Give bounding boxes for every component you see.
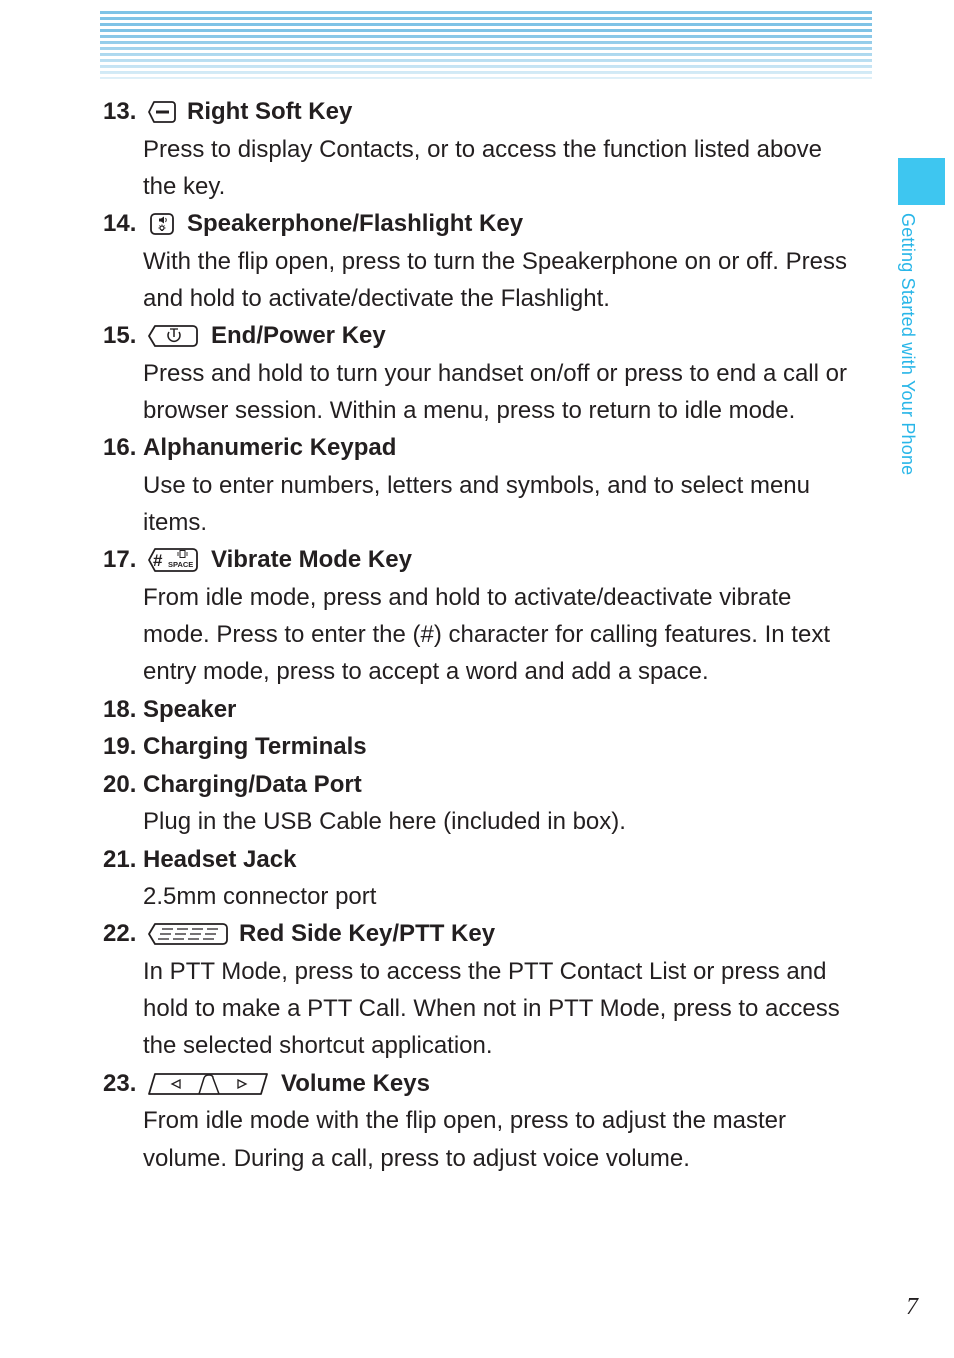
vibrate-mode-key-icon — [147, 547, 201, 573]
list-item-speaker — [103, 691, 883, 729]
item-number: 15. — [103, 322, 137, 350]
description-line: In PTT Mode, press to access the PTT Contact List or press and — [143, 957, 827, 985]
item-title — [103, 915, 883, 953]
item-description — [103, 467, 863, 542]
end-power-key-icon — [147, 324, 201, 348]
list-item-right-soft-key — [103, 93, 883, 205]
item-title-text: Alphanumeric Keypad — [143, 434, 397, 462]
description-line: From idle mode with the flip open, press to adjust the master — [143, 1107, 786, 1135]
item-description — [103, 803, 863, 840]
item-description — [103, 1102, 863, 1177]
item-title-text: End/Power Key — [211, 322, 386, 350]
item-description — [103, 243, 863, 318]
item-title-text: Headset Jack — [143, 845, 297, 873]
list-item-red-side-key — [103, 915, 883, 1064]
item-description — [103, 953, 863, 1065]
item-title-text: Vibrate Mode Key — [211, 546, 412, 574]
item-title — [103, 429, 883, 467]
item-description — [103, 131, 863, 206]
item-title — [103, 541, 883, 579]
description-line: Use to enter numbers, letters and symbols, and to select menu — [143, 471, 810, 499]
description-line: entry mode, press to accept a word and add a space. — [143, 658, 709, 686]
description-line: the selected shortcut application. — [143, 1032, 493, 1060]
item-title — [103, 317, 883, 355]
item-title — [103, 205, 883, 243]
section-tab-marker — [898, 158, 945, 205]
item-number: 18. — [103, 695, 137, 723]
item-title-text: Charging/Data Port — [143, 770, 362, 798]
list-item-volume-keys — [103, 1065, 883, 1177]
item-number: 14. — [103, 210, 137, 238]
item-title — [103, 766, 883, 804]
list-item-headset-jack — [103, 841, 883, 916]
vibrate-key-space-label: SPACE — [168, 560, 194, 570]
description-line: mode. Press to enter the (#) character for calling features. In text — [143, 621, 830, 649]
description-line: and hold to activate/dectivate the Flashlight. — [143, 284, 610, 312]
item-title-text: Speaker — [143, 695, 237, 723]
item-description — [103, 355, 863, 430]
description-line: browser session. Within a menu, press to return to idle mode. — [143, 396, 796, 424]
item-number: 23. — [103, 1069, 137, 1097]
right-soft-key-icon — [147, 100, 177, 124]
item-title-text: Speakerphone/Flashlight Key — [187, 210, 524, 238]
header-stripe-band — [100, 11, 872, 79]
list-item-charging-terminals — [103, 728, 883, 766]
item-title — [103, 728, 883, 766]
list-item-charging-data-port — [103, 766, 883, 841]
item-number: 21. — [103, 845, 137, 873]
item-number: 17. — [103, 546, 137, 574]
item-title — [103, 841, 883, 879]
item-title — [103, 1065, 883, 1103]
item-title-text: Red Side Key/PTT Key — [239, 920, 496, 948]
list-item-vibrate-mode-key — [103, 541, 883, 690]
speakerphone-key-icon — [147, 211, 177, 237]
item-title-text: Right Soft Key — [187, 98, 353, 125]
description-line: Press to display Contacts, or to access the function listed above — [143, 135, 823, 163]
description-line: With the flip open, press to turn the Speakerphone on or off. Press — [143, 247, 847, 275]
item-title — [103, 691, 883, 729]
list-item-alphanumeric-keypad — [103, 429, 883, 541]
description-line: Press and hold to turn your handset on/off or press to end a call or — [143, 359, 847, 387]
section-tab-label: Getting Started with Your Phone — [898, 213, 918, 476]
description-line: From idle mode, press and hold to activate/deactivate vibrate — [143, 583, 792, 611]
vibrate-key-symbol: # — [153, 551, 163, 571]
description-line: Plug in the USB Cable here (included in box). — [143, 808, 626, 836]
item-number: 13. — [103, 98, 137, 125]
item-title-text: Volume Keys — [281, 1069, 430, 1097]
red-side-key-icon — [147, 922, 229, 946]
description-line: hold to make a PTT Call. When not in PTT Mode, press to access — [143, 995, 840, 1023]
description-line: volume. During a call, press to adjust voice volume. — [143, 1144, 690, 1172]
item-description — [103, 878, 863, 915]
item-number: 22. — [103, 920, 137, 948]
item-number: 16. — [103, 434, 137, 462]
page-number: 7 — [906, 1294, 918, 1320]
key-descriptions-list — [103, 93, 883, 1177]
description-line: the key. — [143, 172, 226, 200]
item-title — [103, 93, 883, 131]
volume-keys-icon — [147, 1072, 271, 1096]
list-item-end-power-key — [103, 317, 883, 429]
item-number: 20. — [103, 770, 137, 798]
description-line: 2.5mm connector port — [143, 883, 377, 911]
item-number: 19. — [103, 733, 137, 761]
list-item-speakerphone-key — [103, 205, 883, 317]
item-title-text: Charging Terminals — [143, 733, 367, 761]
description-line: items. — [143, 509, 208, 537]
item-description — [103, 579, 863, 691]
